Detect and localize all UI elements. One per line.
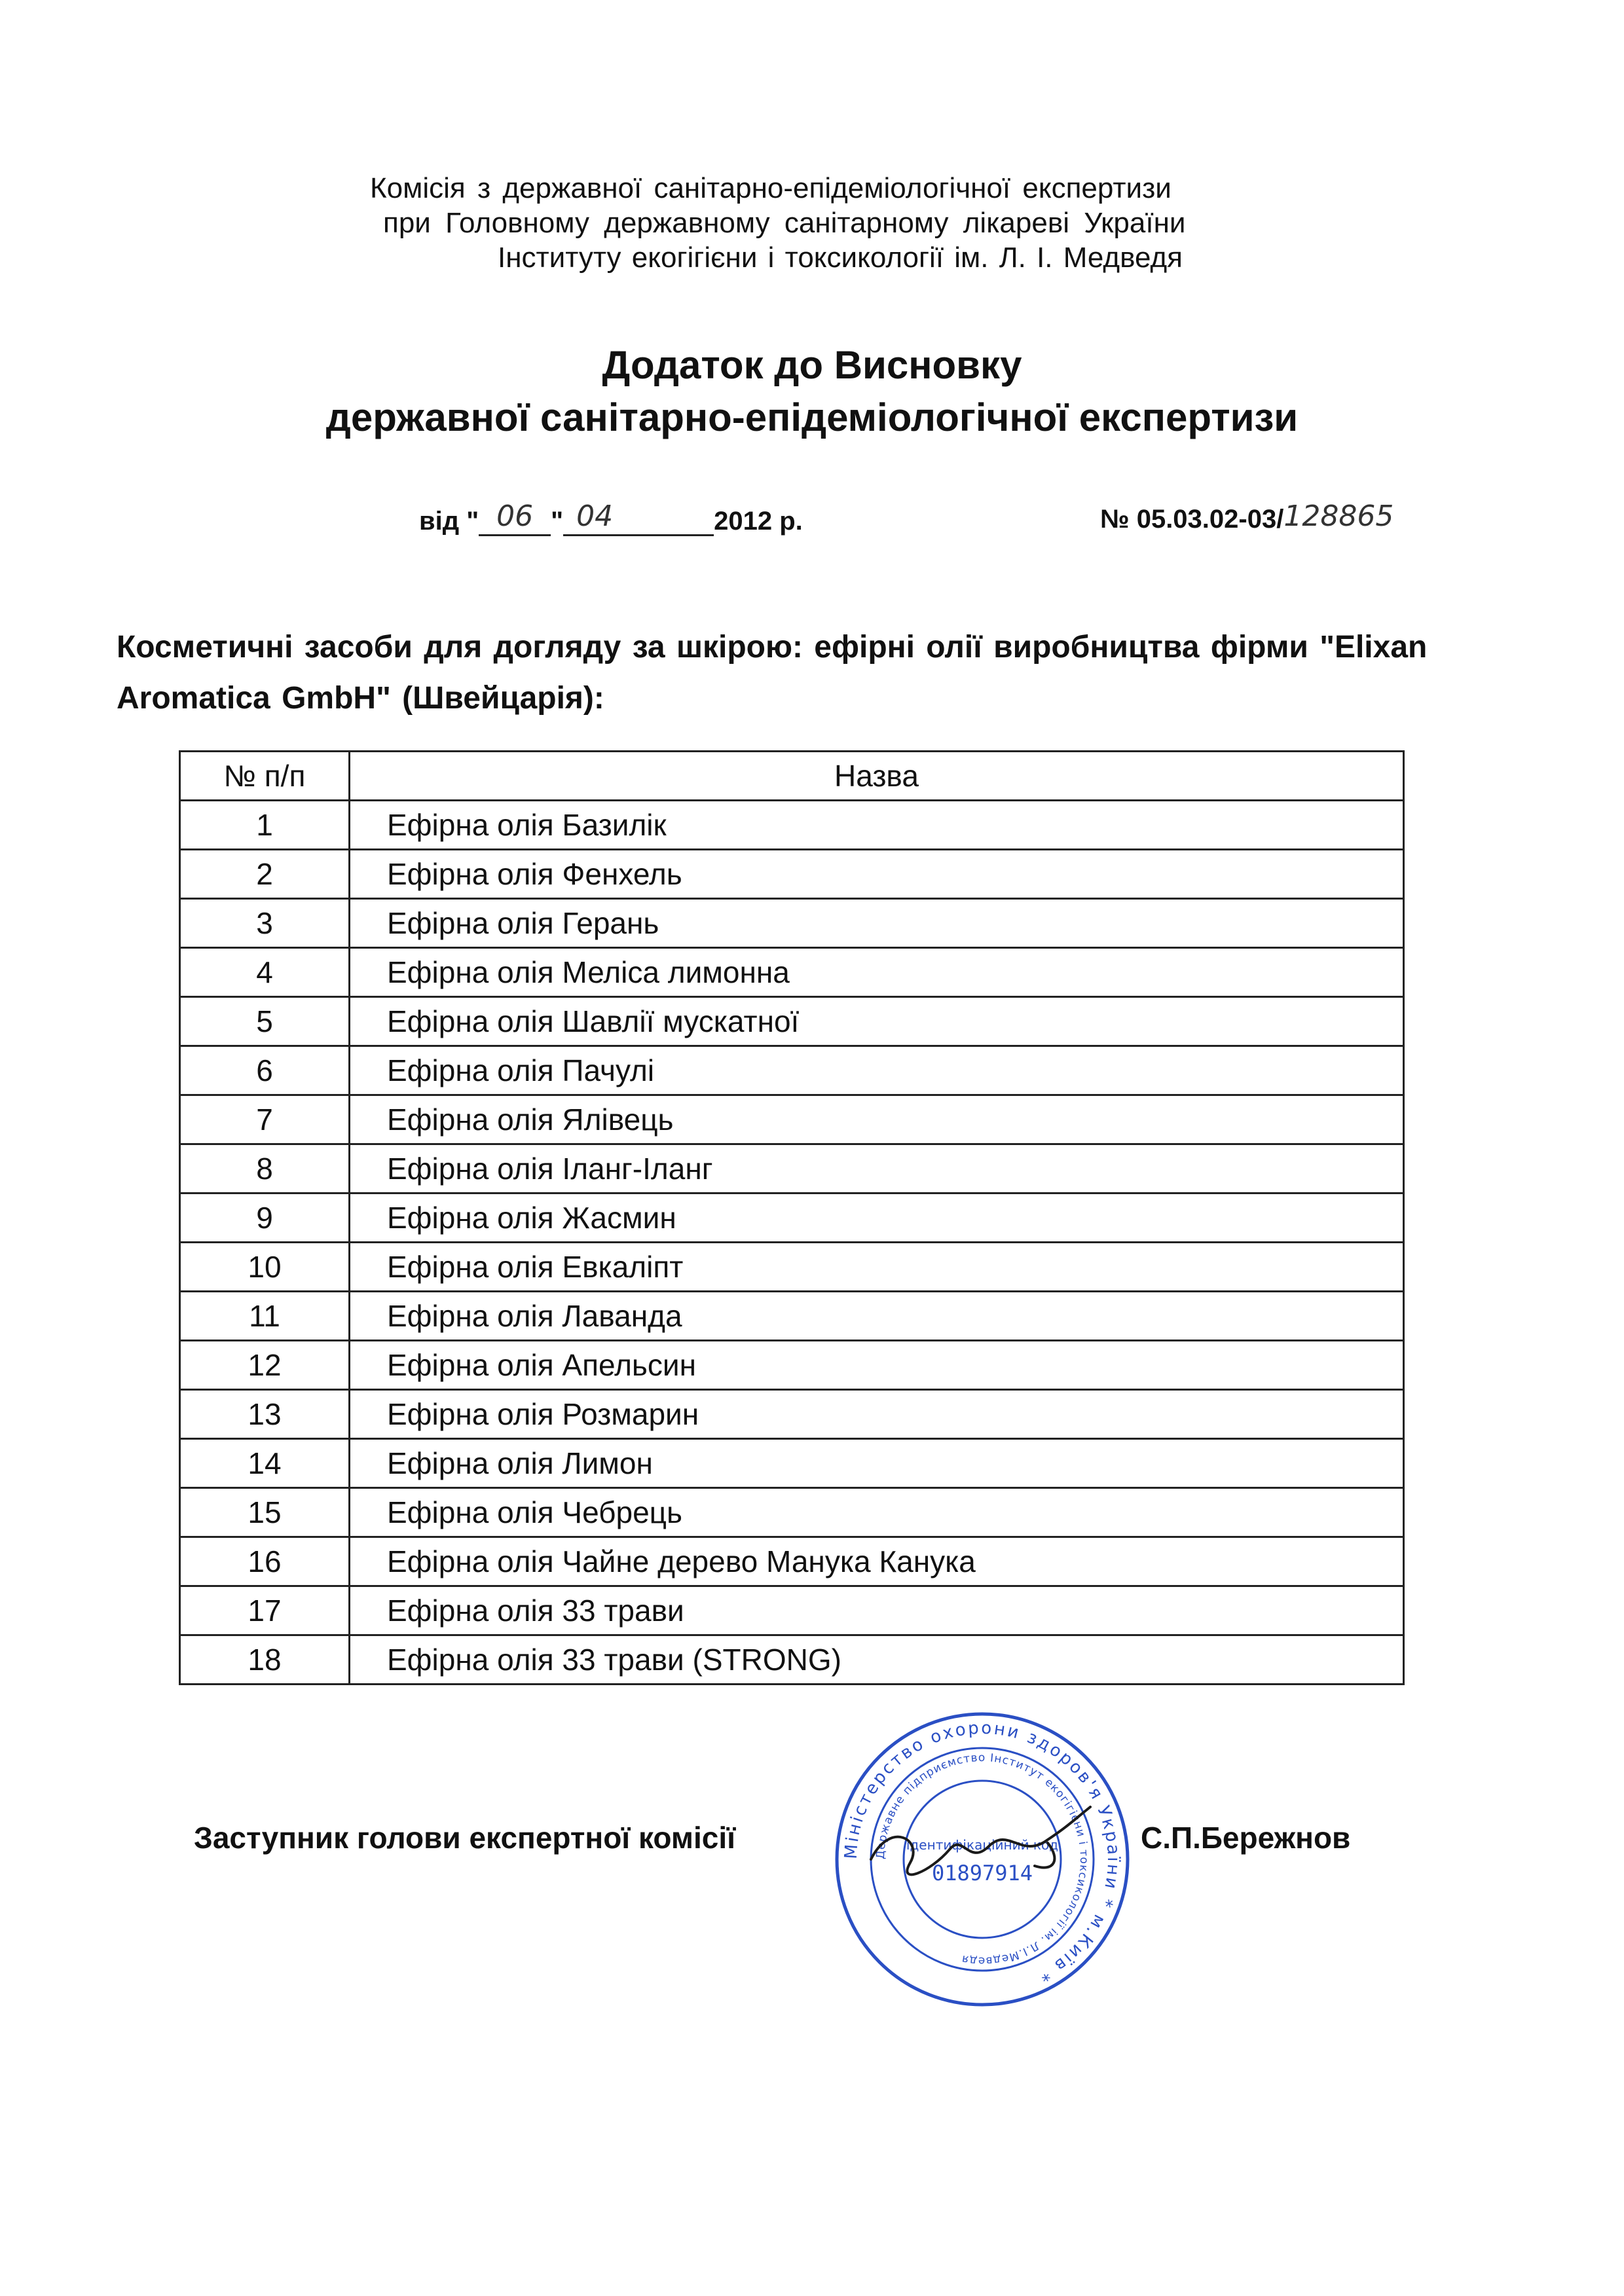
stamp-code-label: ідентифікаційний код <box>906 1837 1059 1853</box>
date-year: 2012 р. <box>714 507 803 536</box>
row-oil-name: Ефірна олія Герань <box>350 899 1404 948</box>
row-oil-name: Ефірна олія Евкаліпт <box>350 1243 1404 1292</box>
row-number: 12 <box>180 1341 350 1390</box>
number-hand-line <box>1283 500 1454 534</box>
table-row <box>180 997 1404 1046</box>
table-row <box>180 1439 1404 1488</box>
row-oil-name: Ефірна олія Шавлії мускатної <box>350 997 1404 1046</box>
row-oil-name: Ефірна олія Розмарин <box>350 1390 1404 1439</box>
stamp-inner-path: Державне підприємство Інститут екогігієни і токсикології ім. Л.І.Медведя <box>874 1751 1091 1968</box>
row-oil-name: Ефірна олія Лимон <box>350 1439 1404 1488</box>
number-handwritten: 128865 <box>1283 500 1394 533</box>
row-number: 13 <box>180 1390 350 1439</box>
row-number: 5 <box>180 997 350 1046</box>
table-row <box>180 899 1404 948</box>
row-number: 3 <box>180 899 350 948</box>
table-body <box>180 801 1404 1685</box>
number-prefix: № 05.03.02-03/ <box>1100 505 1284 534</box>
date-day: 06 <box>496 500 534 533</box>
row-number: 8 <box>180 1144 350 1194</box>
subject-line-1: Косметичні засоби для догляду за шкірою: ефірні олії виробництва фірми "Elixan <box>117 630 1428 665</box>
row-number: 18 <box>180 1635 350 1685</box>
date-prefix: від " <box>419 507 479 536</box>
row-oil-name: Ефірна олія Апельсин <box>350 1341 1404 1390</box>
row-oil-name: Ефірна олія Чайне дерево Манука Канука <box>350 1537 1404 1586</box>
row-oil-name: Ефірна олія Меліса лимонна <box>350 948 1404 997</box>
row-number: 4 <box>180 948 350 997</box>
table-row <box>180 1243 1404 1292</box>
row-number: 6 <box>180 1046 350 1095</box>
date-month: 04 <box>576 500 614 533</box>
row-oil-name: Ефірна олія 33 трави (STRONG) <box>350 1635 1404 1685</box>
header-line-2: при Головному державному санітарному лікареві України <box>383 207 1186 239</box>
subject-text <box>117 622 1511 724</box>
row-oil-name: Ефірна олія Лаванда <box>350 1292 1404 1341</box>
table-row <box>180 801 1404 850</box>
table-row <box>180 1144 1404 1194</box>
document-subtitle: державної санітарно-епідеміологічної експертизи <box>325 395 1299 439</box>
row-oil-name: Ефірна олія Базилік <box>350 801 1404 850</box>
stamp-inner-text <box>874 1751 1090 1967</box>
row-number: 7 <box>180 1095 350 1144</box>
row-oil-name: Ефірна олія Пачулі <box>350 1046 1404 1095</box>
row-oil-name: Ефірна олія Ялівець <box>350 1095 1404 1144</box>
row-oil-name: Ефірна олія 33 трави <box>350 1586 1404 1635</box>
header-number: № п/п <box>180 752 350 801</box>
row-oil-name: Ефірна олія Фенхель <box>350 850 1404 899</box>
table-row <box>180 1341 1404 1390</box>
subject-line-2: Aromatica GmbH" (Швейцарія): <box>117 681 604 716</box>
date-day-line <box>479 500 551 536</box>
header-line-3: Інституту екогігієни і токсикології ім. Л. І. Медведя <box>498 242 1183 274</box>
date-separator: " <box>551 507 564 536</box>
table-row <box>180 850 1404 899</box>
row-oil-name: Ефірна олія Іланг-Іланг <box>350 1144 1404 1194</box>
table-row <box>180 1292 1404 1341</box>
row-number: 17 <box>180 1586 350 1635</box>
row-number: 15 <box>180 1488 350 1537</box>
stamp-code: 01897914 <box>931 1861 1033 1886</box>
row-number: 11 <box>180 1292 350 1341</box>
table-row <box>180 1488 1404 1537</box>
row-number: 10 <box>180 1243 350 1292</box>
official-stamp <box>832 1709 1133 2010</box>
table-row <box>180 1390 1404 1439</box>
table-row <box>180 1537 1404 1586</box>
table-row <box>180 1194 1404 1243</box>
oil-table <box>179 750 1405 1685</box>
row-number: 16 <box>180 1537 350 1586</box>
row-number: 2 <box>180 850 350 899</box>
document-title: Додаток до Висновку <box>602 343 1022 387</box>
stamp-inner-ring <box>904 1781 1061 1938</box>
document-number <box>1100 500 1454 534</box>
table-header-row <box>180 752 1404 801</box>
row-number: 14 <box>180 1439 350 1488</box>
row-number: 9 <box>180 1194 350 1243</box>
table-row <box>180 948 1404 997</box>
signature-name: С.П.Бережнов <box>1141 1821 1351 1855</box>
header-name: Назва <box>350 752 1404 801</box>
date-field <box>419 500 803 536</box>
row-oil-name: Ефірна олія Чебрець <box>350 1488 1404 1537</box>
header-line-1: Комісія з державної санітарно-епідеміологічної експертизи <box>370 172 1172 204</box>
row-number: 1 <box>180 801 350 850</box>
stamp-outer-path: Міністерство охорони здоров'я України * м.Київ * <box>841 1718 1124 1986</box>
table-row <box>180 1635 1404 1685</box>
table-row <box>180 1586 1404 1635</box>
table-row <box>180 1046 1404 1095</box>
signature-title: Заступник голови експертної комісії <box>194 1821 736 1855</box>
table-row <box>180 1095 1404 1144</box>
row-oil-name: Ефірна олія Жасмин <box>350 1194 1404 1243</box>
date-month-line <box>563 500 714 536</box>
